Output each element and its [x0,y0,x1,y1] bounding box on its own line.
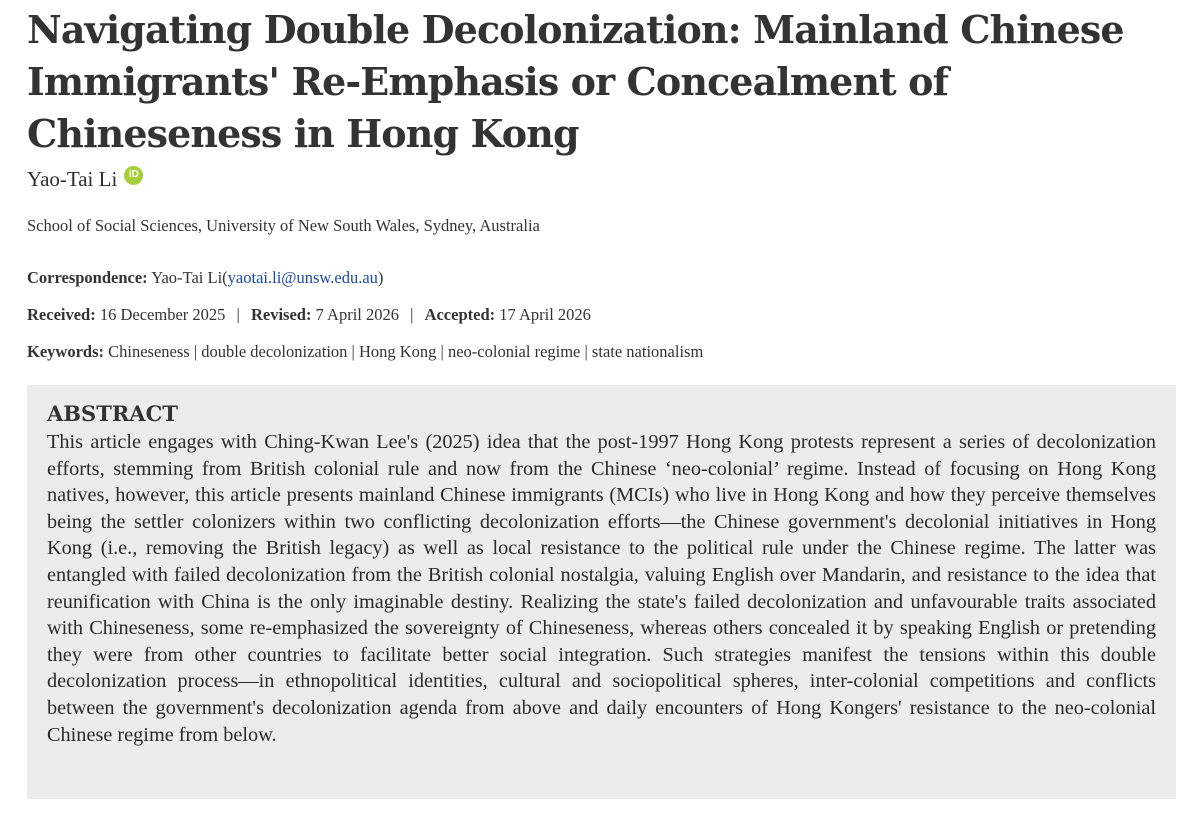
keywords-label: Keywords: [27,342,104,361]
keywords-list: Chineseness | double decolonization | Hong Kong | neo-colonial regime | state nationalism [108,342,704,361]
author-affiliation: School of Social Sciences, University of New South Wales, Sydney, Australia [27,216,540,235]
abstract-heading: ABSTRACT [47,401,178,426]
correspondence-name: Yao-Tai Li [151,268,223,287]
correspondence-email-link[interactable]: yaotai.li@unsw.edu.au [227,268,378,287]
author-name[interactable]: Yao-Tai Li [27,167,118,191]
dates-line [27,303,591,327]
correspondence-line [27,266,383,290]
close-paren: ) [377,268,384,287]
correspondence-label: Correspondence: [27,268,148,287]
revised-label: Revised: [250,305,312,324]
orcid-icon[interactable]: iD [124,166,143,185]
accepted-label: Accepted: [424,305,496,324]
abstract-text: This article engages with Ching-Kwan Lee's (2025) idea that the post-1997 Hong Kong protests represent a series of decolonization efforts, stemming from British colonial rule and now from the Chinese ‘neo-colonial’ regime. Instead of focusing on Hong Kong natives, however, this article presents mainland Chinese immigrants (MCIs) who live in Hong Kong and how they perceive themselves being the settler colonizers within two conflicting decolonization efforts—the Chinese government's decolonial initiatives in Hong Kong (i.e., removing the British legacy) as well as local resistance to the political rule under the Chinese regime. The latter was entangled with failed decolonization from the British colonial nostalgia, valuing English over Mandarin, and resistance to the idea that reunification with China is the only imaginable destiny. Realizing the state's failed decolonization and unfavourable traits associated with Chineseness, some re-emphasized the sovereignty of Chineseness, whereas others concealed it by speaking English or pretending they were from other countries to facilitate better social integration. Such strategies manifest the tensions within this double decolonization process—in ethnopolitical identities, cultural and sociopolitical spheres, inter-colonial competitions and conflicts between the government's decolonization agenda from above and daily encounters of Hong Kongers' resistance to the neo-colonial Chinese regime from below. [47,431,1156,746]
date-separator: | [410,305,414,324]
keywords-line [27,340,703,364]
author-row [27,166,143,192]
date-separator: | [236,305,240,324]
revised-date: 7 April 2026 [315,305,399,324]
received-label: Received: [27,305,96,324]
received-date: 16 December 2025 [99,305,226,324]
open-paren: ( [222,268,228,287]
article-title: Navigating Double Decolonization: Mainland Chinese Immigrants' Re-Emphasis or Concealment of Chineseness in Hong Kong [27,7,1124,156]
accepted-date: 17 April 2026 [499,305,591,324]
abstract-box [27,385,1176,799]
